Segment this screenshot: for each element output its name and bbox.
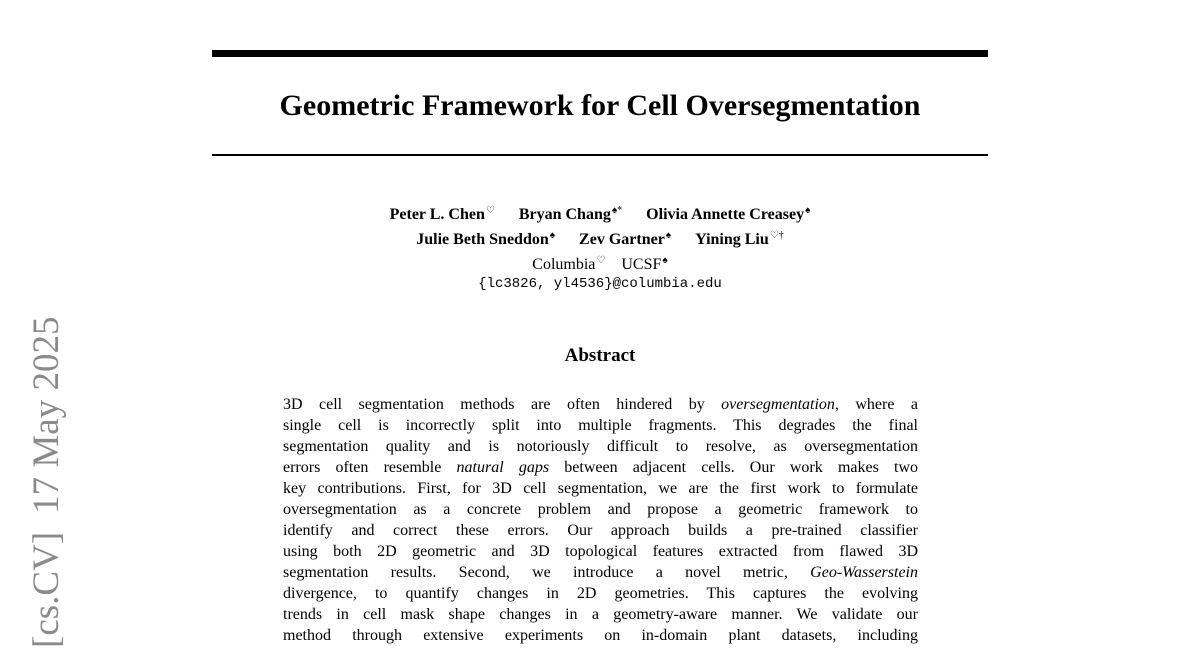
title-rule-top (212, 50, 988, 57)
emphasized-term: oversegmentation (721, 396, 835, 413)
author: Yining Liu♡† (695, 230, 784, 248)
author: Julie Beth Sneddon♠ (416, 230, 556, 248)
abstract-line: method through extensive experiments on in-domain plant datasets, including (283, 627, 918, 644)
abstract-line: identify and correct these errors. Our approach builds a pre-trained classifier (283, 522, 918, 539)
abstract-line: segmentation quality and is notoriously difficult to resolve, as oversegmentation (283, 438, 918, 455)
abstract-line: using both 2D geometric and 3D topological features extracted from flawed 3D (283, 543, 918, 560)
emphasized-term: natural gaps (456, 459, 550, 476)
author: Bryan Chang♠* (518, 205, 623, 223)
abstract-line: trends in cell mask shape changes in a geometry-aware manner. We validate our (283, 606, 918, 623)
author-email: {lc3826, yl4536}@columbia.edu (478, 276, 722, 292)
author: Zev Gartner♠ (579, 230, 672, 248)
arxiv-category: [cs.CV] (26, 531, 67, 648)
emphasized-term: Geo-Wasserstein (810, 564, 918, 581)
author-block (212, 200, 988, 293)
affiliation: Columbia♡ (532, 255, 606, 273)
authors-row-2 (212, 225, 988, 250)
affiliation: UCSF♠ (621, 255, 668, 273)
author: Olivia Annette Creasey♠ (646, 205, 811, 223)
arxiv-date: 17 May 2025 (26, 316, 67, 514)
arxiv-stamp (28, 317, 65, 648)
abstract-line: divergence, to quantify changes in 2D geometries. This captures the evolving (283, 585, 918, 602)
abstract-line: key contributions. First, for 3D cell segmentation, we are the first work to formulate (283, 480, 918, 497)
abstract-line: oversegmentation as a concrete problem and propose a geometric framework to (283, 501, 918, 518)
abstract-line: 3D cell segmentation methods are often hindered by oversegmentation, where a (283, 396, 919, 413)
abstract-line: segmentation results. Second, we introduce a novel metric, Geo-Wasserstein (283, 564, 918, 581)
abstract-line: single cell is incorrectly split into multiple fragments. This degrades the final (283, 417, 918, 434)
abstract-line: errors often resemble natural gaps between adjacent cells. Our work makes two (283, 459, 919, 476)
authors-row-1 (212, 200, 988, 225)
affiliations (212, 250, 988, 275)
author: Peter L. Chen♡ (389, 205, 495, 223)
abstract-heading: Abstract (564, 345, 636, 366)
paper-title: Geometric Framework for Cell Oversegmentation (279, 89, 921, 122)
abstract-body (283, 394, 918, 646)
title-rule-bottom (212, 154, 988, 156)
